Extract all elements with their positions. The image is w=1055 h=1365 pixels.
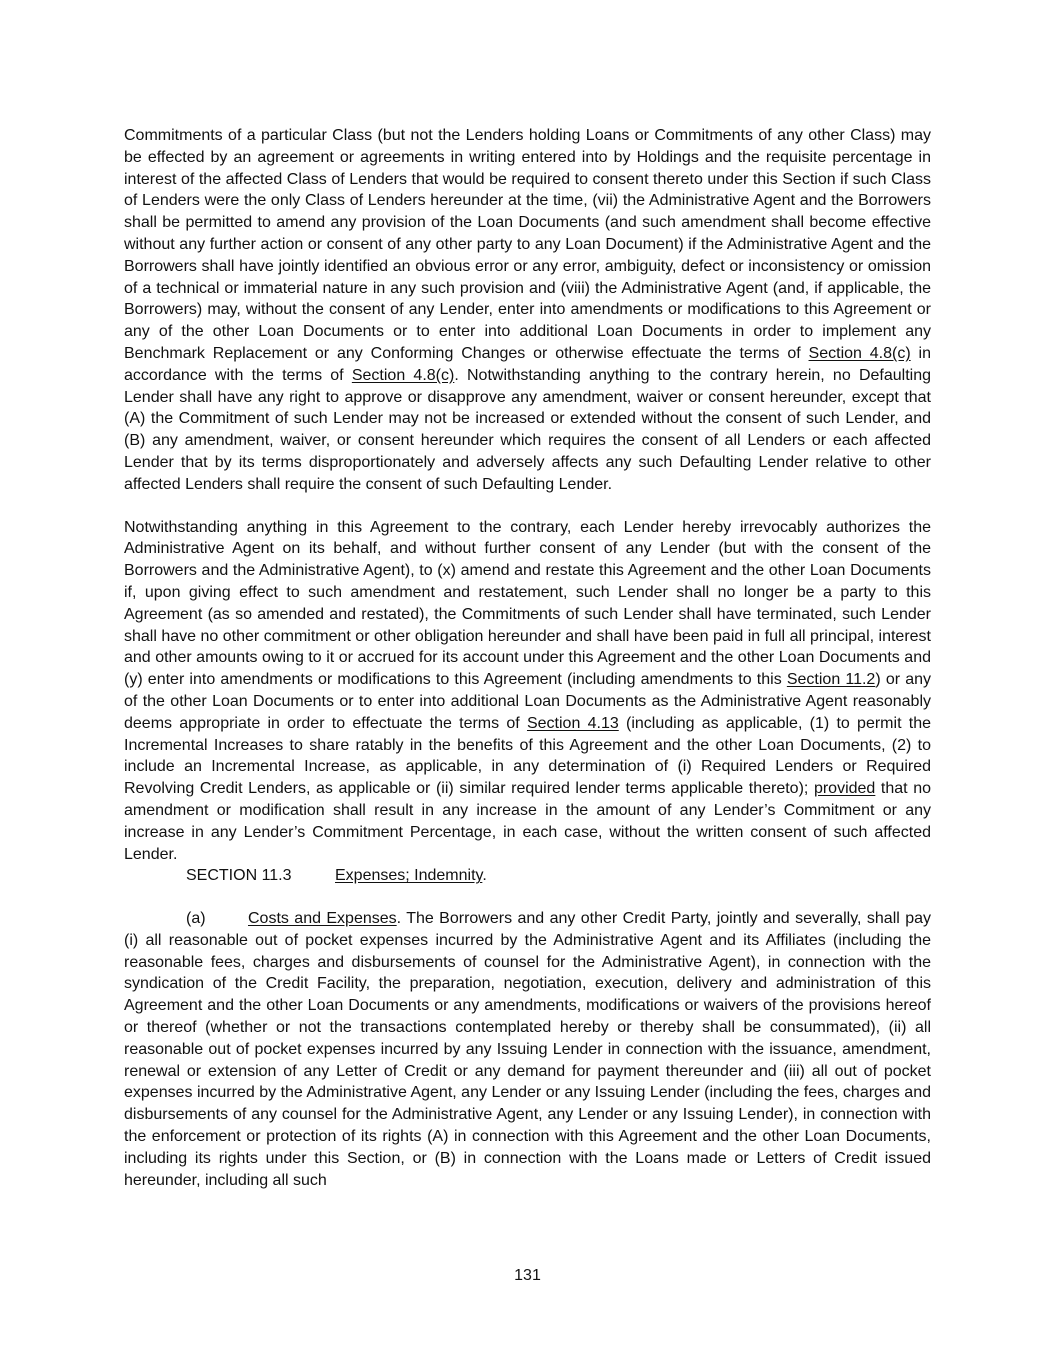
text-run: Notwithstanding anything in this Agreement to the contrary, each Lender hereby irrevocably authorizes the Administrative Agent on its behalf, and without further consent of any Lender (but with the consent of the Borrowers and the Administrative Agent), to (x) amend and restate this Agreement and the other Loan Documents if, upon giving effect to such amendment and restatement, such Lender shall no longer be a party to this Agreement (as so amended and restated), the Commitments of such Lender shall have terminated, such Lender shall have no other commitment or other obligation hereunder and shall have been paid in full all principal, interest and other amounts owing to it or accrued for its account under this Agreement and the other Loan Documents and (y) enter into amendments or modifications to this Agreement (including amendments to this [124,518,931,689]
text-run: . Notwithstanding anything to the contrary herein, no Defaulting Lender shall have any right to approve or disapprove any amendment, waiver or consent hereunder, except that (A) the Commitment of such Lender may not be increased or extended without the consent of such Lender, and (B) any amendment, waiver, or consent hereunder which requires the consent of all Lenders or each affected Lender that by its terms disproportionately and adversely affects any such Defaulting Lender relative to other affected Lenders shall require the consent of such Defaulting Lender. [124,366,931,493]
text-run: Commitments of a particular Class (but not the Lenders holding Loans or Commitments of any other Class) may be effected by an agreement or agreements in writing entered into by Holdings and the requisite percentage in interest of the affected Class of Lenders that would be required to consent thereto under this Section if such Class of Lenders were the only Class of Lenders hereunder at the time, (vii) the Administrative Agent and the Borrowers shall be permitted to amend any provision of the Loan Documents (and such amendment shall become effective without any further action or consent of any other party to any Loan Document) if the Administrative Agent and the Borrowers shall have jointly identified an obvious error or any error, ambiguity, defect or inconsistency or omission of a technical or immaterial nature in any such provision and (viii) the Administrative Agent (and, if applicable, the Borrowers) may, without the consent of any Lender, enter into amendments or modifications to this Agreement or any of the other Loan Documents or to enter into additional Loan Documents in order to implement any Benchmark Replacement or any Conforming Changes or otherwise effectuate the terms of [124,127,931,362]
section-title: Expenses; Indemnity [335,867,483,885]
paragraph-lender-authorization [124,517,931,866]
section-heading [124,865,931,887]
section-number: SECTION 11.3 [186,867,292,885]
text-run: . The Borrowers and any other Credit Party, jointly and severally, shall pay (i) all reasonable out of pocket expenses incurred by the Administrative Agent and its Affiliates (including the reasonable fees, charges and disbursements of counsel for the Administrative Agent), in connection with the syndication of the Credit Facility, the preparation, negotiation, execution, delivery and administration of this Agreement and the other Loan Documents or any amendments, modifications or waivers of the provisions hereof or thereof (whether or not the transactions contemplated hereby or thereby shall be consummated), (ii) all reasonable out of pocket expenses incurred by any Issuing Lender in connection with the issuance, amendment, renewal or extension of any Letter of Credit or any demand for payment thereunder and (iii) all out of pocket expenses incurred by the Administrative Agent, any Lender or any Issuing Lender (including the fees, charges and disbursements of any counsel for the Administrative Agent, any Lender or any Issuing Lender), in connection with the enforcement or protection of its rights (A) in connection with this Agreement and the other Loan Documents, including its rights under this Section, or (B) in connection with the Loans made or Letters of Credit issued hereunder, including all such [124,910,931,1189]
page-number: 131 [514,1267,541,1284]
text-run: (including as applicable, (1) to permit the Incremental Increases to share ratably in the benefits of this Agreement and the other Loan Documents, (2) to include an Incremental Increase, as applicable, in any determination of (i) Required Lenders or Required Revolving Credit Lenders, as applicable or (ii) similar required lender terms applicable thereto); [124,714,932,798]
paragraph-amendments-continued [124,125,931,496]
text-run: ) or any of the other Loan Documents or to enter into additional Loan Documents as the Administrative Agent reasonably deems appropriate in order to effectuate the terms of [124,671,932,732]
subsection-label: (a) [186,910,206,928]
section-title-period: . [482,867,487,885]
text-run: in accordance with the terms of [124,344,931,384]
section-reference-link: Section 4.8(c) [808,344,911,362]
text-run: that no amendment or modification shall result in any increase in the amount of any Lender’s Commitment or any increase in any Lender’s Commitment Percentage, in each case, without the written consent of such affected Lender. [124,780,932,863]
section-reference-link: Section 4.13 [526,714,619,732]
document-body [124,125,931,1191]
section-reference-link: Section 11.2 [786,671,876,689]
section-reference-link: Section 4.8(c) [351,366,455,384]
defined-term-provided: provided [813,780,876,798]
paragraph-costs-and-expenses [124,908,931,1191]
subsection-title: Costs and Expenses [248,910,397,928]
